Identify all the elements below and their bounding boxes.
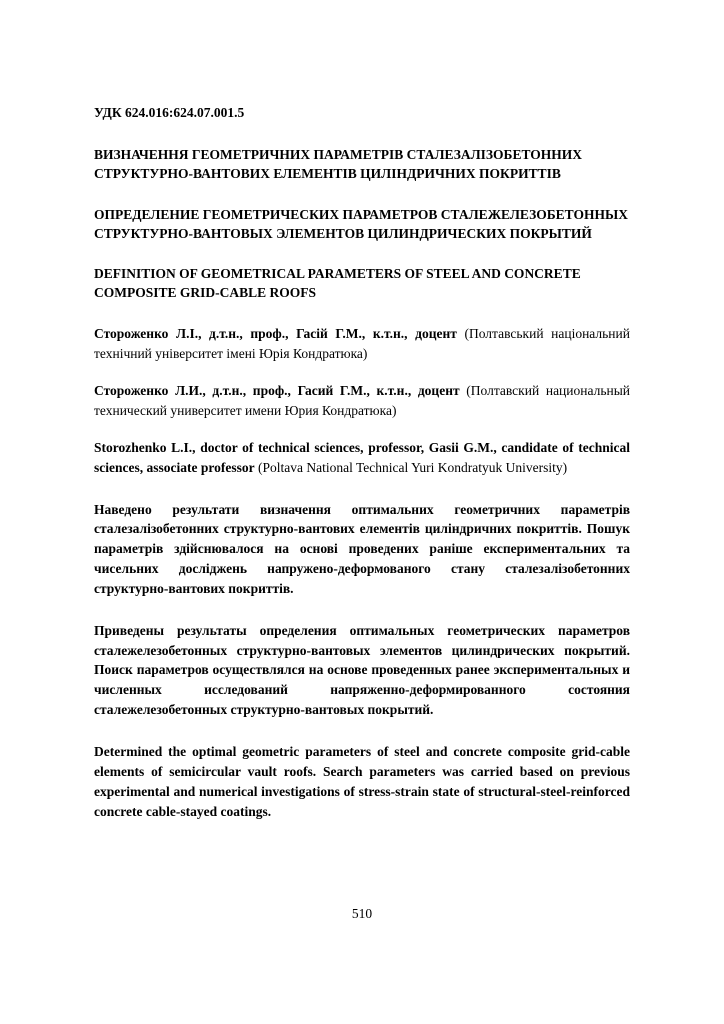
authors-english-affiliation: (Poltava National Technical Yuri Kondratyuk University) [254,459,568,475]
authors-ukrainian-affiliation: (Полтавський національний технічний університет імені Юрія Кондратюка) [94,326,630,361]
authors-ukrainian-names: Стороженко Л.І., д.т.н., проф., Гасій Г.М., к.т.н., доцент [94,326,457,342]
udk-code: УДК 624.016:624.07.001.5 [94,105,245,120]
abstract-english: Determined the optimal geometric parameters of steel and concrete composite grid-cable elements of semicircular vault roofs. Search parameters was carried based on previous experimental and numerical investigations of stress-strain state of structural-steel-reinforced concrete cable-stayed coatings. [94,743,630,819]
abstract-russian: Приведены результаты определения оптимальных геометрических параметров сталежелезобетонных структурно-вантовых элементов цилиндрических покрытий. Поиск параметров осуществлялся на основе проведенных ранее экспериментальных и численных исследований напряженно-деформированного состояния сталежелезобетонных структурно-вантовых покрытий. [94,622,630,718]
title-english: DEFINITION OF GEOMETRICAL PARAMETERS OF STEEL AND CONCRETE COMPOSITE GRID-CABLE ROOFS [94,265,581,300]
authors-english [94,438,630,477]
title-russian: ОПРЕДЕЛЕНИЕ ГЕОМЕТРИЧЕСКИХ ПАРАМЕТРОВ СТАЛЕЖЕЛЕЗОБЕТОННЫХ СТРУКТУРНО-ВАНТОВЫХ ЭЛЕМЕНТОВ ЦИЛИНДРИЧЕСКИХ ПОКРЫТИЙ [94,206,628,241]
authors-russian-names: Стороженко Л.И., д.т.н., проф., Гасий Г.М., к.т.н., доцент [94,383,460,399]
title-ukrainian: ВИЗНАЧЕННЯ ГЕОМЕТРИЧНИХ ПАРАМЕТРІВ СТАЛЕЗАЛІЗОБЕТОННИХ СТРУКТУРНО-ВАНТОВИХ ЕЛЕМЕНТІВ ЦИЛІНДРИЧНИХ ПОКРИТТІВ [94,147,583,182]
authors-russian-affiliation: (Полтавский национальный технический университет имени Юрия Кондратюка) [94,383,631,418]
abstract-ukrainian: Наведено результати визначення оптимальних геометричних параметрів сталезалізобетонних структурно-вантових елементів циліндричних покриттів. Пошук параметрів здійснювалося на основі проведених раніше експериментальних та чисельних досліджень напружено-деформованого стану сталезалізобетонних структурно-вантових покриттів. [94,501,630,596]
authors-ukrainian [94,324,630,363]
authors-english-names: Storozhenko L.I., doctor of technical sciences, professor, Gasii G.M., candidate of technical sciences, associate professor [94,440,630,475]
page-number: 510 [351,906,373,921]
authors-russian [94,381,630,420]
